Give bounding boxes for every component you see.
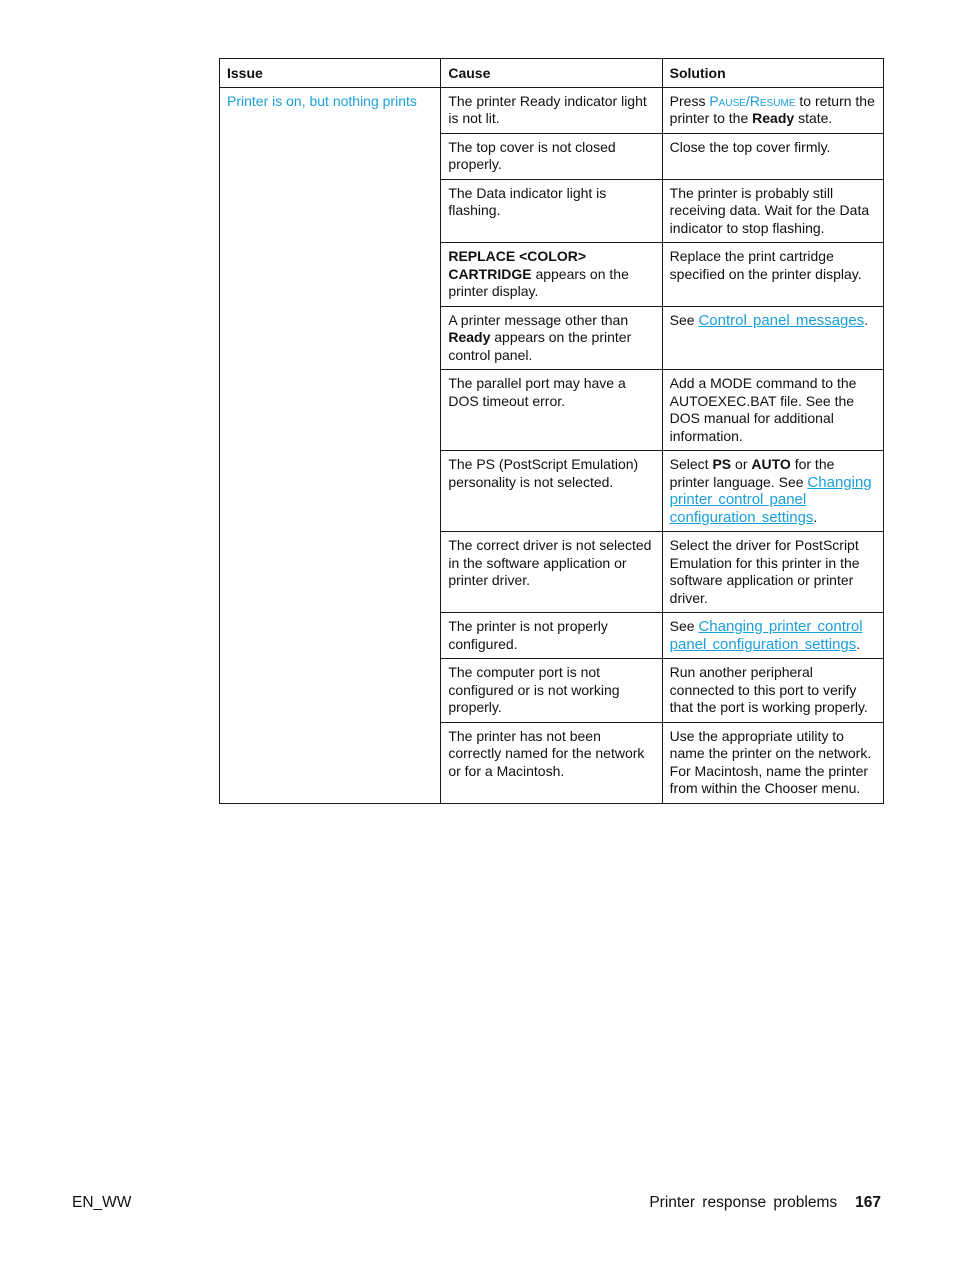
cause-text: A printer message other than xyxy=(448,311,629,328)
changing-settings-link[interactable]: Changing printer control panel configuration settings xyxy=(669,618,863,653)
solution-cell xyxy=(662,87,883,133)
ready-message: Ready xyxy=(448,329,491,345)
cause-text: appears on the printer control panel. xyxy=(448,329,632,363)
issue-link[interactable]: Printer is on, but nothing prints xyxy=(227,92,417,109)
cause-cell: The printer has not been correctly named for the network or for a Macintosh. xyxy=(441,722,662,803)
cause-text: appears on the printer display. xyxy=(448,265,629,299)
solution-text: . xyxy=(864,311,869,328)
control-panel-messages-link[interactable]: Control panel messages xyxy=(698,311,865,329)
solution-text: . xyxy=(813,508,818,525)
solution-cell xyxy=(662,613,883,659)
solution-text: or xyxy=(731,456,752,472)
solution-cell xyxy=(662,306,883,370)
footer-section-title: Printer response problems xyxy=(649,1194,838,1211)
table-header-row xyxy=(220,59,884,88)
solution-cell: Close the top cover firmly. xyxy=(662,133,883,179)
cause-cell: The correct driver is not selected in the software application or printer driver. xyxy=(441,532,662,613)
auto-option: AUTO xyxy=(751,456,791,472)
cause-cell: The parallel port may have a DOS timeout error. xyxy=(441,370,662,451)
solution-text: . xyxy=(856,635,861,652)
cause-cell: The PS (PostScript Emulation) personality is not selected. xyxy=(441,451,662,532)
solution-cell: The printer is probably still receiving data. Wait for the Data indicator to stop flashing. xyxy=(662,179,883,243)
changing-settings-link[interactable]: Changing printer control panel configuration settings xyxy=(669,473,872,526)
key-separator: / xyxy=(745,92,750,109)
ps-option: PS xyxy=(712,456,732,472)
solution-text: for the printer language. See xyxy=(669,456,835,490)
solution-text: Press xyxy=(669,92,710,109)
issue-cell[interactable] xyxy=(220,87,441,803)
page-number: 167 xyxy=(855,1194,881,1211)
resume-key-label: Resume xyxy=(749,92,796,109)
header-issue: Issue xyxy=(220,59,441,88)
solution-text: See xyxy=(669,618,699,634)
solution-cell: Select the driver for PostScript Emulation for this printer in the software application or printer driver. xyxy=(662,532,883,613)
header-cause: Cause xyxy=(441,59,662,88)
cause-cell xyxy=(441,306,662,370)
solution-text: state. xyxy=(794,110,833,126)
cause-cell: The printer Ready indicator light is not lit. xyxy=(441,87,662,133)
solution-cell xyxy=(662,451,883,532)
cause-cell: The computer port is not configured or is not working properly. xyxy=(441,659,662,723)
cause-cell: The printer is not properly configured. xyxy=(441,613,662,659)
cause-cell: The top cover is not closed properly. xyxy=(441,133,662,179)
solution-text: See xyxy=(669,311,699,328)
header-solution: Solution xyxy=(662,59,883,88)
solution-text: Select xyxy=(669,456,713,472)
display-message: REPLACE <COLOR> CARTRIDGE xyxy=(448,248,587,282)
solution-cell: Run another peripheral connected to this port to verify that the port is working properly. xyxy=(662,659,883,723)
solution-cell: Replace the print cartridge specified on the printer display. xyxy=(662,243,883,307)
footer-page-info xyxy=(649,1194,881,1212)
cause-cell xyxy=(441,243,662,307)
pause-key-label: Pause xyxy=(709,92,746,109)
solution-cell: Add a MODE command to the AUTOEXEC.BAT file. See the DOS manual for additional information. xyxy=(662,370,883,451)
table-row xyxy=(220,87,884,133)
solution-cell: Use the appropriate utility to name the printer on the network. For Macintosh, name the printer from within the Chooser menu. xyxy=(662,722,883,803)
troubleshooting-table xyxy=(219,58,884,804)
solution-text: to return the printer to the xyxy=(669,92,875,126)
ready-state-label: Ready xyxy=(752,110,795,126)
footer-locale: EN_WW xyxy=(72,1194,132,1211)
cause-cell: The Data indicator light is flashing. xyxy=(441,179,662,243)
